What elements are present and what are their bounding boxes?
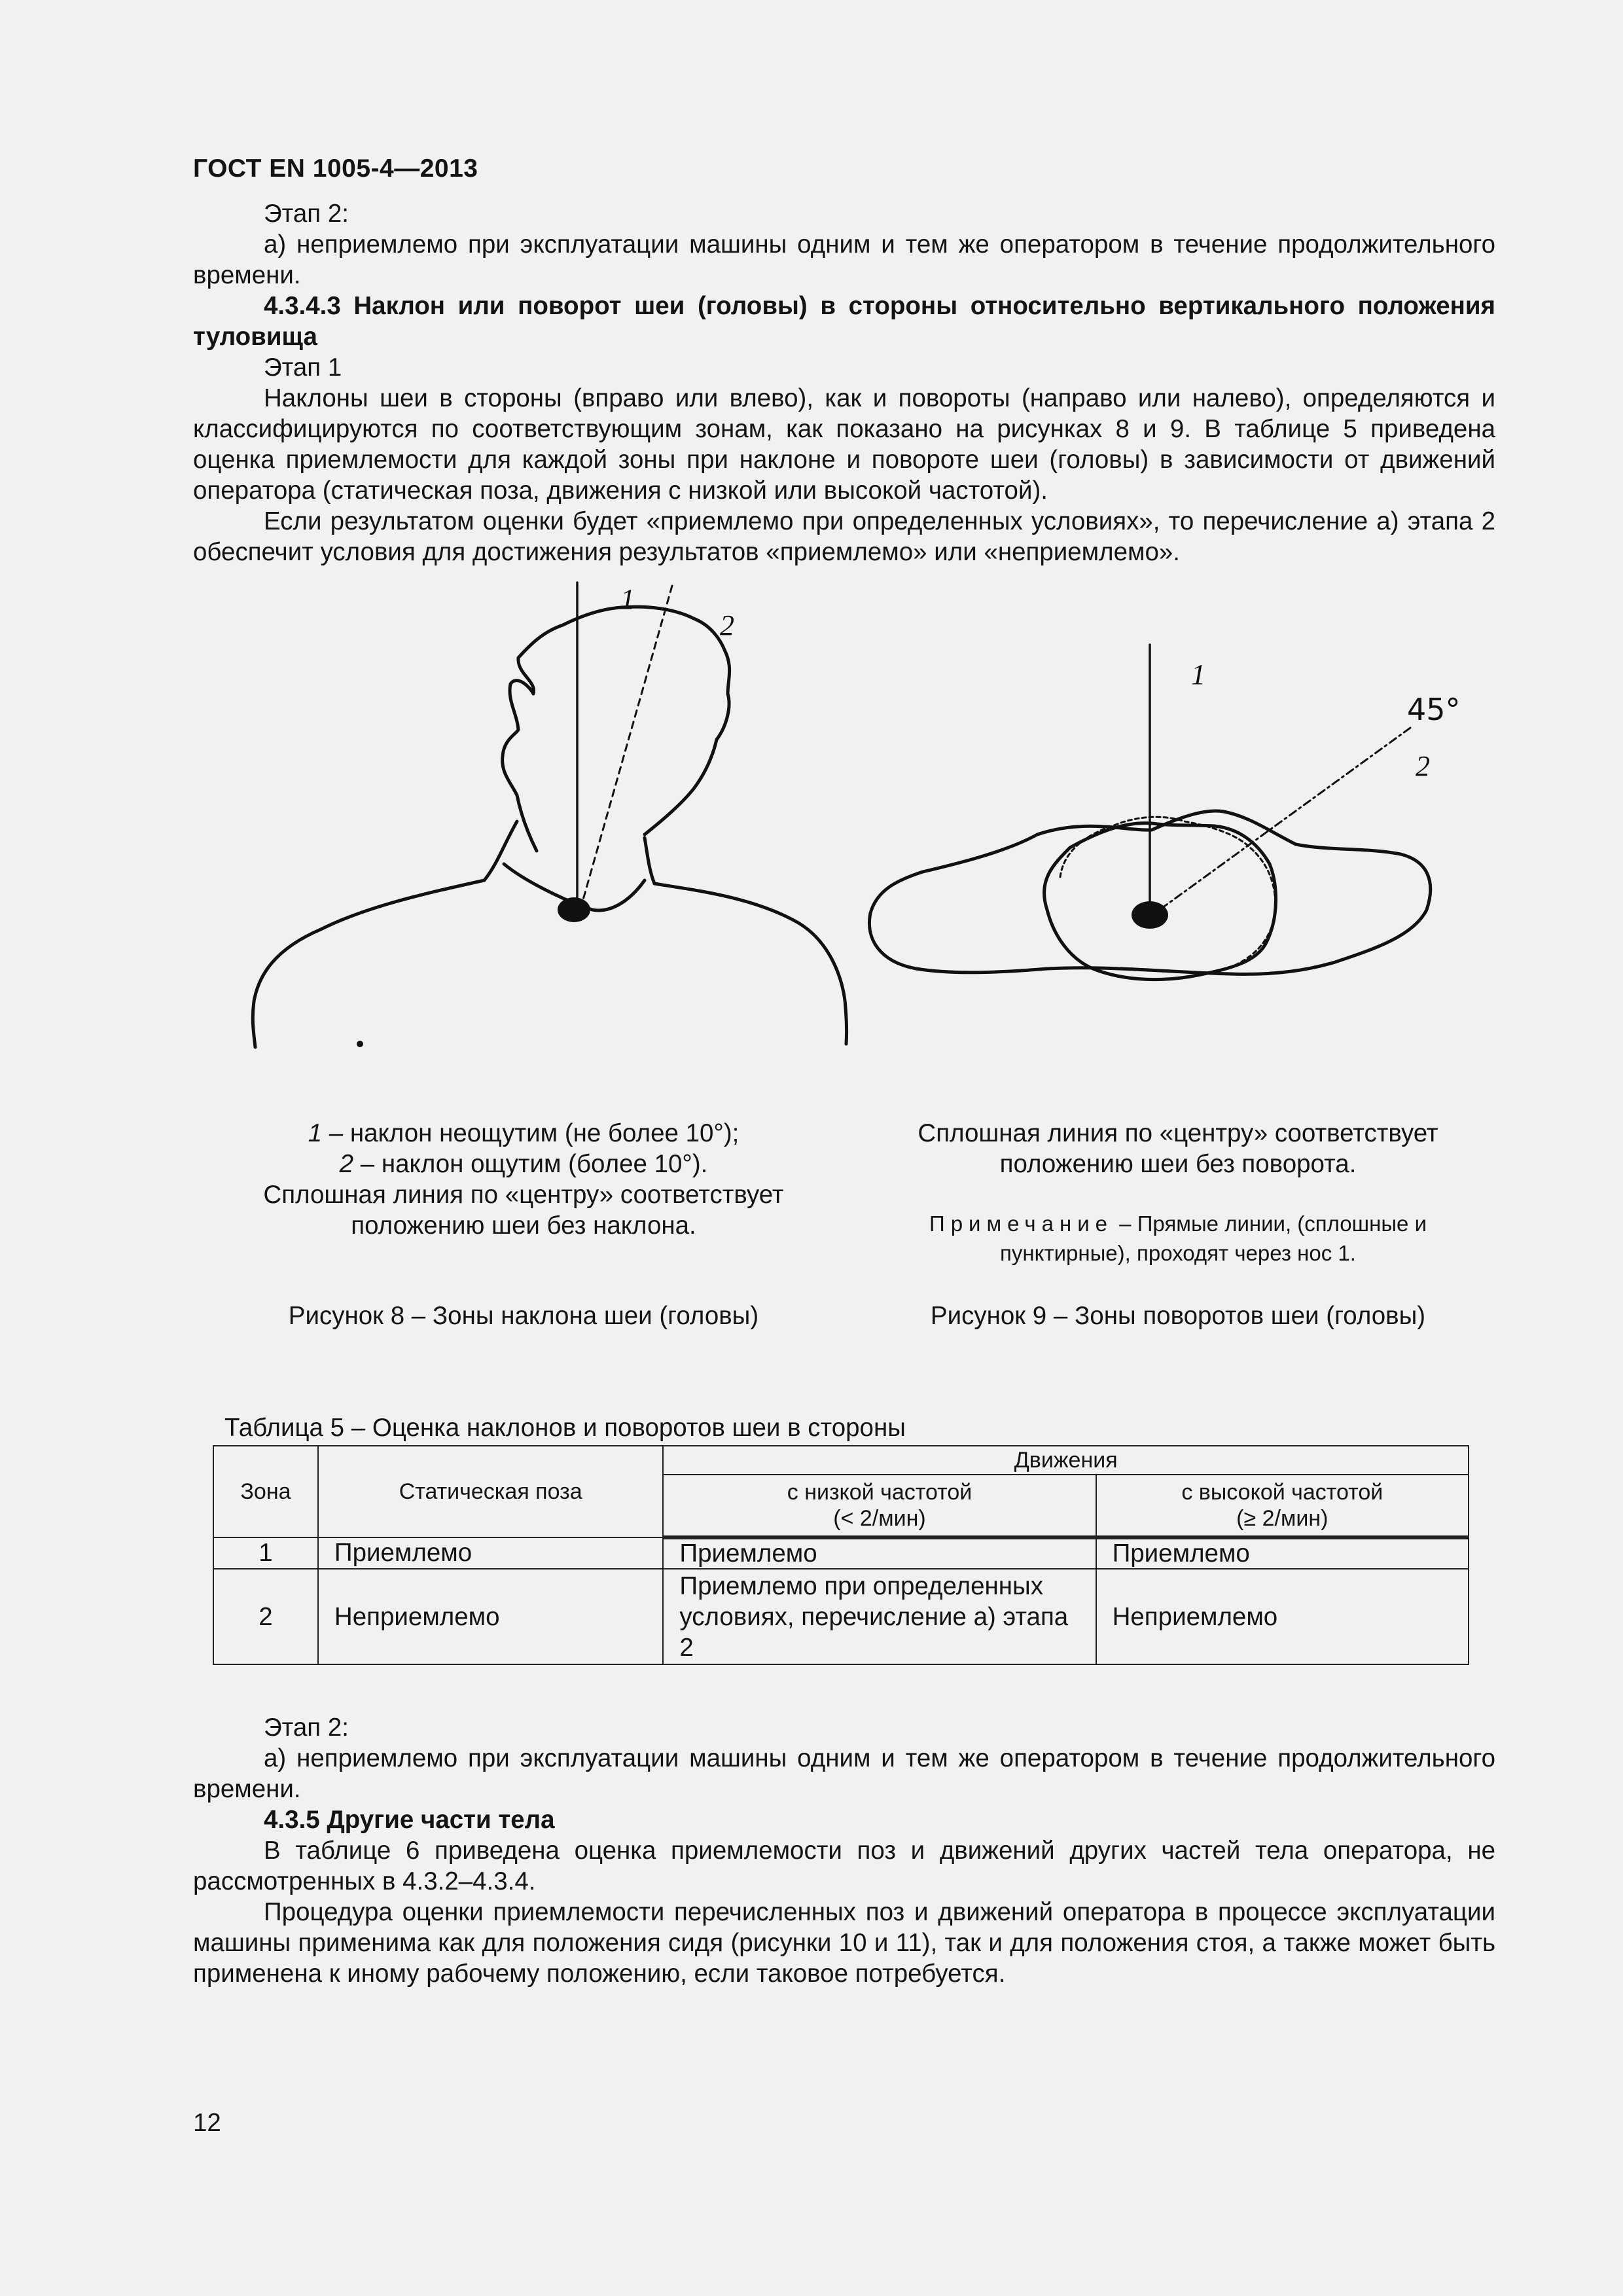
paragraph-zones: Наклоны шеи в стороны (вправо или влево), как и повороты (направо или налево), определяются и классифицируются по соответствующим зонам, как показано на рисунках 8 и 9. В таблице 5 приведена оценка приемлемости для каждой зоны при наклоне и повороте шеи (головы) в зависимости от движений оператора (статическая поза, движения с низкой или высокой частотой).	[193, 384, 1495, 505]
table5-cell-high: Неприемлемо	[1096, 1569, 1469, 1664]
figure8-neck-right	[645, 838, 654, 884]
figure9-angle-label: 45°	[1407, 692, 1461, 727]
stage2-item-a-bottom: а) неприемлемо при эксплуатации машины одним и тем же оператором в течение продолжительного времени.	[193, 1744, 1495, 1803]
stage2-label-bottom: Этап 2:	[264, 1713, 349, 1742]
figure9-note: Примечание – Прямые линии, (сплошные и пунктирные), проходят через нос 1.	[929, 1211, 1427, 1265]
figure8-legend	[196, 1118, 851, 1241]
table-row	[213, 1537, 1469, 1569]
figure9-label-2: 2	[1416, 750, 1430, 782]
table5-cell-high: Приемлемо	[1096, 1537, 1469, 1569]
paragraph-conditions: Если результатом оценки будет «приемлемо при определенных условиях», то перечисление а) этапа 2 обеспечит условия для достижения результатов «приемлемо» или «неприемлемо».	[193, 507, 1495, 566]
table5-header-high: с высокой частотой (≥ 2/мин)	[1096, 1475, 1469, 1537]
figure9-drawing	[869, 645, 1430, 980]
section-heading-435: 4.3.5 Другие части тела	[264, 1806, 555, 1834]
table5-header-zone: Зона	[213, 1446, 318, 1537]
table5-header-static: Статическая поза	[318, 1446, 663, 1537]
figure9-head-outline	[1044, 823, 1275, 980]
table5-cell-static: Неприемлемо	[318, 1569, 663, 1664]
stage2-item-a: а) неприемлемо при эксплуатации машины одним и тем же оператором в течение продолжительного времени.	[193, 230, 1495, 289]
stage1-label: Этап 1	[264, 353, 342, 382]
figure8-shoulders	[253, 880, 846, 1047]
figure9-nose-dot	[1132, 901, 1168, 929]
table5-cell-low: Приемлемо при определенных условиях, перечисление а) этапа 2	[663, 1569, 1096, 1664]
table5-header-movements: Движения	[663, 1446, 1469, 1475]
figure8-tilt-line	[581, 586, 672, 906]
figure8-legend-2: 2 – наклон ощутим (более 10°).	[339, 1150, 708, 1178]
page-number: 12	[193, 2109, 221, 2137]
table5-header-row-1	[213, 1446, 1469, 1475]
figure9-legend: Сплошная линия по «центру» соответствует положению шеи без поворота.	[918, 1119, 1438, 1178]
paragraph-table6: В таблице 6 приведена оценка приемлемости поз и движений других частей тела оператора, не рассмотренных в 4.3.2–4.3.4.	[193, 1837, 1495, 1895]
figure8-label-1: 1	[620, 583, 635, 615]
figure8-head-outline	[503, 607, 730, 851]
table5-cell-zone: 2	[213, 1569, 318, 1664]
figure8-legend-3: Сплошная линия по «центру» соответствует положению шеи без наклона.	[263, 1181, 784, 1240]
figure9-caption: Рисунок 9 – Зоны поворотов шеи (головы)	[930, 1302, 1426, 1330]
document-header: ГОСТ EN 1005-4—2013	[193, 154, 478, 183]
figure8-drawing	[253, 583, 846, 1047]
figure9-label-1: 1	[1191, 658, 1205, 691]
table5-title: Таблица 5 – Оценка наклонов и поворотов шеи в стороны	[224, 1414, 906, 1442]
table5-cell-static: Приемлемо	[318, 1537, 663, 1569]
figure9-rotation-line	[1155, 728, 1410, 913]
figure8-legend-1: 1 – наклон неощутим (не более 10°);	[308, 1119, 740, 1147]
table5-cell-low: Приемлемо	[663, 1537, 1096, 1569]
figure8-caption: Рисунок 8 – Зоны наклона шеи (головы)	[288, 1302, 759, 1330]
figure8-neck-dot	[558, 897, 590, 922]
table5	[213, 1445, 1469, 1665]
figure8-stray-dot	[357, 1041, 363, 1047]
bottom-text	[193, 1712, 1495, 1989]
paragraph-procedure: Процедура оценки приемлемости перечисленных поз и движений оператора в процессе эксплуатации машины применима как для положения сидя (рисунки 10 и 11), так и для положения стоя, а также может быть применена к иному рабочему положению, если таковое потребуется.	[193, 1898, 1495, 1988]
figure9-head-rotated	[1060, 817, 1275, 967]
stage2-label: Этап 2:	[264, 200, 349, 228]
table5-header-low: с низкой частотой (< 2/мин)	[663, 1475, 1096, 1537]
table-row	[213, 1569, 1469, 1664]
figures-drawing	[0, 0, 1623, 1113]
section-heading-4343: 4.3.4.3 Наклон или поворот шеи (головы) в стороны относительно вертикального положения туловища	[193, 292, 1495, 351]
figure8-label-2: 2	[720, 609, 734, 641]
table5-cell-zone: 1	[213, 1537, 318, 1569]
